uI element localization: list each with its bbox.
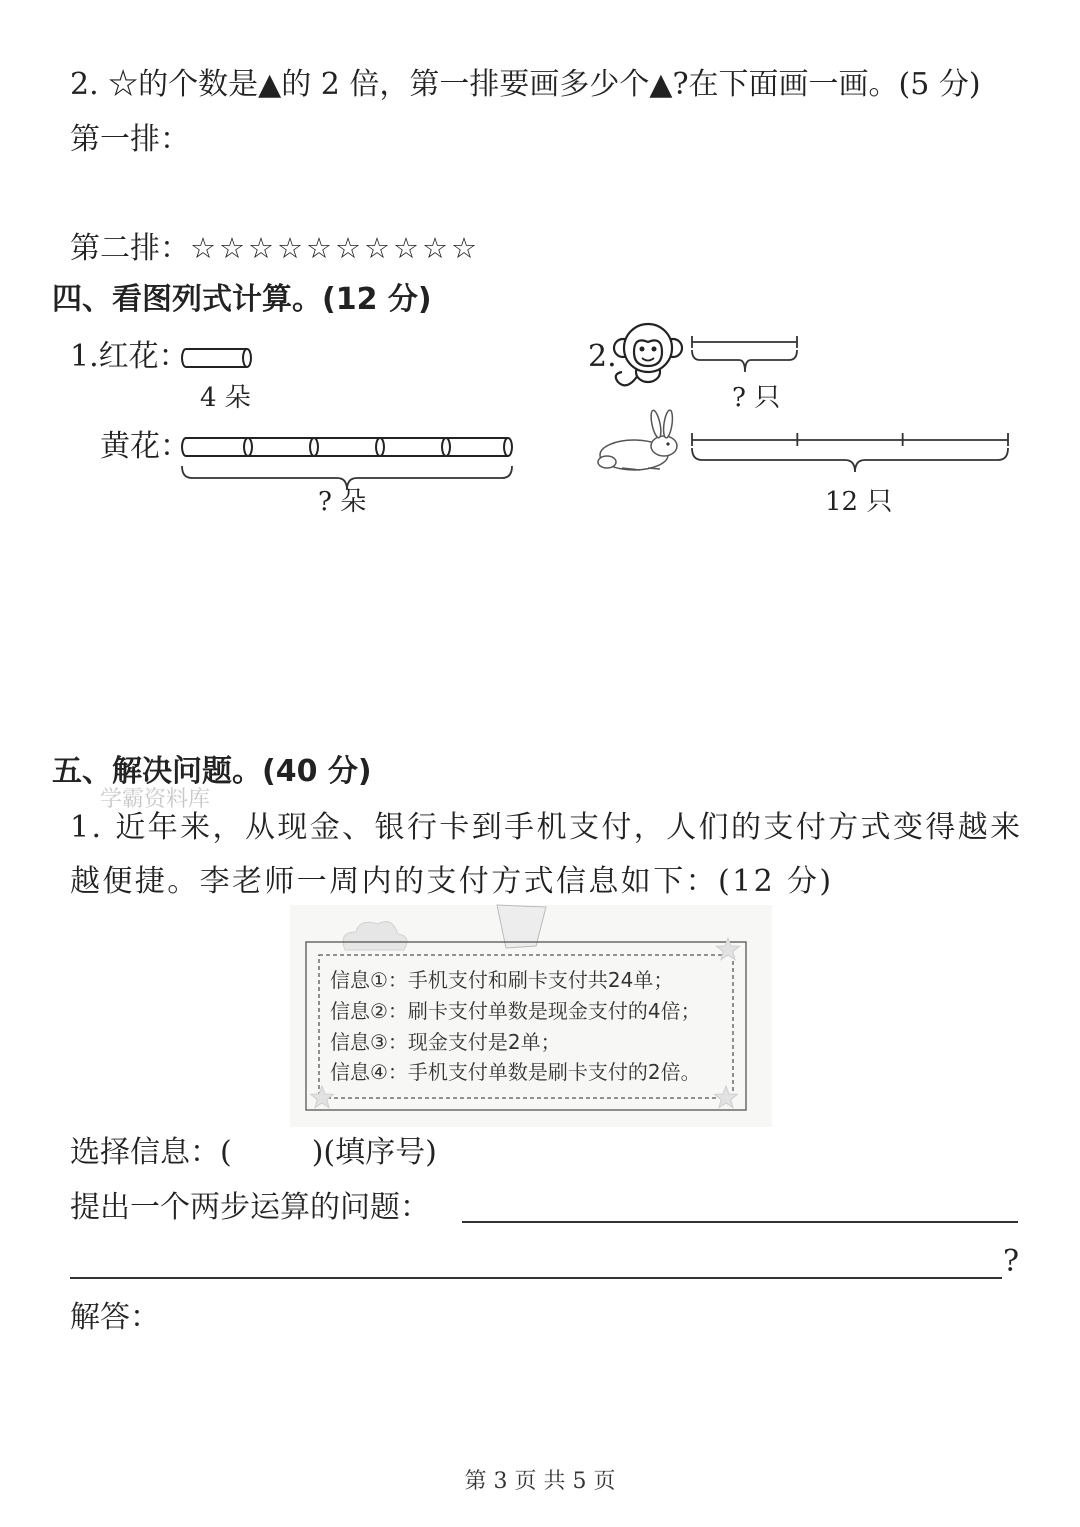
monkey-segment-line	[692, 336, 797, 348]
red-amount: 4 朵	[200, 383, 251, 413]
info-item-1: 信息①：手机支付和刷卡支付共24单；	[330, 968, 674, 992]
section-4-heading: 四、看图列式计算。(12 分)	[52, 282, 432, 317]
row-2-stars: ☆☆☆☆☆☆☆☆☆☆	[190, 231, 480, 265]
problem-text-line-1: 1. 近年来，从现金、银行卡到手机支付，人们的支付方式变得越来	[70, 810, 1023, 845]
problem-1-red-label: 1.红花：	[70, 339, 189, 374]
question-answer-line-2	[70, 1277, 1002, 1279]
problem-text-line-2: 越便捷。李老师一周内的支付方式信息如下：(12 分)	[70, 864, 834, 899]
monkey-amount: ? 只	[732, 383, 781, 413]
select-info-line	[70, 1135, 437, 1171]
section-5-heading: 五、解决问题。(40 分)	[52, 754, 372, 789]
yellow-total: ? 朵	[318, 487, 367, 517]
monkey-brace	[692, 350, 797, 372]
info-item-2: 信息②：刷卡支付单数是现金支付的4倍；	[330, 999, 701, 1023]
rabbit-total: 12 只	[825, 487, 893, 517]
rabbit-segment-line	[692, 433, 1008, 446]
red-bar-body	[182, 349, 251, 367]
select-info-suffix: )(填序号)	[311, 1135, 437, 1170]
row-2	[70, 230, 480, 267]
question-2-text: 2. ☆的个数是▲的 2 倍，第一排要画多少个▲?在下面画一画。(5 分)	[70, 67, 981, 102]
rabbit-icon	[598, 409, 677, 470]
question-answer-line-1	[462, 1221, 1018, 1223]
yellow-label: 黄花：	[100, 429, 190, 464]
yellow-flower-bar	[182, 438, 512, 456]
info-item-4: 信息④：手机支付单数是刷卡支付的2倍。	[330, 1060, 701, 1084]
monkey-icon	[614, 324, 682, 385]
row-1-label: 第一排：	[70, 122, 190, 157]
rabbit-total-brace	[692, 448, 1008, 472]
page-footer: 第 3 页 共 5 页	[464, 1469, 616, 1494]
problem-2-label: 2.	[588, 339, 617, 374]
answer-label: 解答：	[70, 1300, 160, 1335]
watermark: 学霸资料库	[100, 787, 211, 812]
yellow-bar-body	[182, 438, 512, 456]
row-2-label: 第二排：	[70, 231, 190, 266]
question-end-mark: ?	[1003, 1244, 1020, 1279]
select-info-prefix: 选择信息：(	[70, 1135, 232, 1170]
question-prompt: 提出一个两步运算的问题：	[70, 1190, 430, 1225]
red-flower-bar	[182, 349, 251, 367]
info-item-3: 信息③：现金支付是2单；	[330, 1030, 561, 1054]
